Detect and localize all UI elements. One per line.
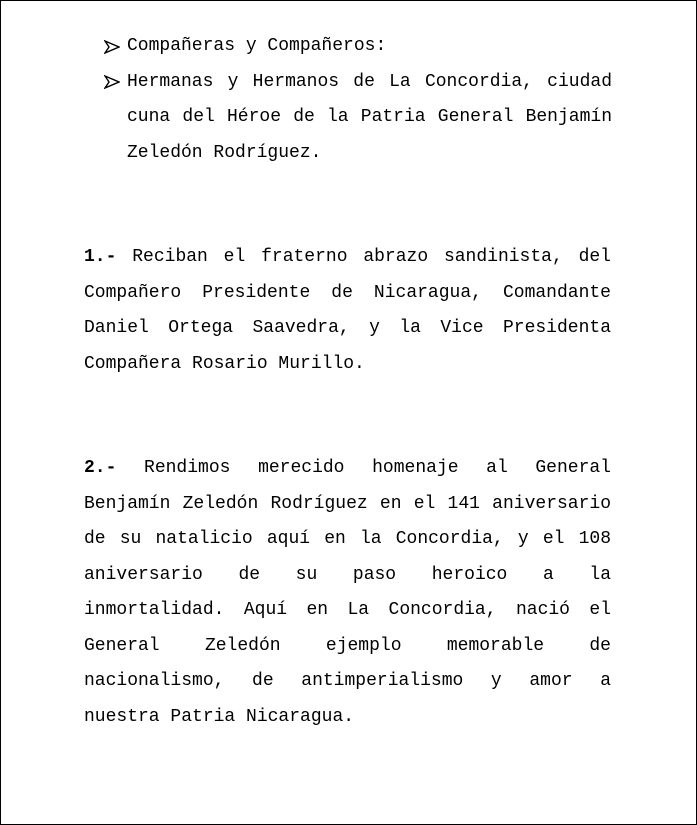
paragraph-number: 1.-	[84, 247, 117, 267]
arrowhead-bullet-icon	[104, 65, 127, 101]
greeting-item	[104, 65, 612, 172]
paragraph	[84, 240, 611, 382]
arrowhead-bullet-icon	[104, 29, 127, 65]
greeting-item	[104, 29, 612, 65]
greeting-text: Compañeras y Compañeros:	[127, 36, 387, 56]
paragraph-text: Rendimos merecido homenaje al General Benjamín Zeledón Rodríguez en el 141 aniversario de su natalicio aquí en la Concordia, y el 108 aniversario de su paso heroico a la inmortalidad. Aquí en La Concordia, nació el General Zeledón ejemplo memorable de nacionalismo, de antimperialismo y amor a nuestra Patria Nicaragua.	[84, 458, 611, 727]
paragraph-text: Reciban el fraterno abrazo sandinista, del Compañero Presidente de Nicaragua, Comandante Daniel Ortega Saavedra, y la Vice Presidenta Compañera Rosario Murillo.	[84, 247, 611, 374]
greeting-text: Hermanas y Hermanos de La Concordia, ciudad cuna del Héroe de la Patria General Benjamín Zeledón Rodríguez.	[127, 71, 612, 163]
paragraph	[84, 451, 611, 735]
greeting-list	[104, 29, 612, 171]
paragraph-number: 2.-	[84, 458, 117, 478]
